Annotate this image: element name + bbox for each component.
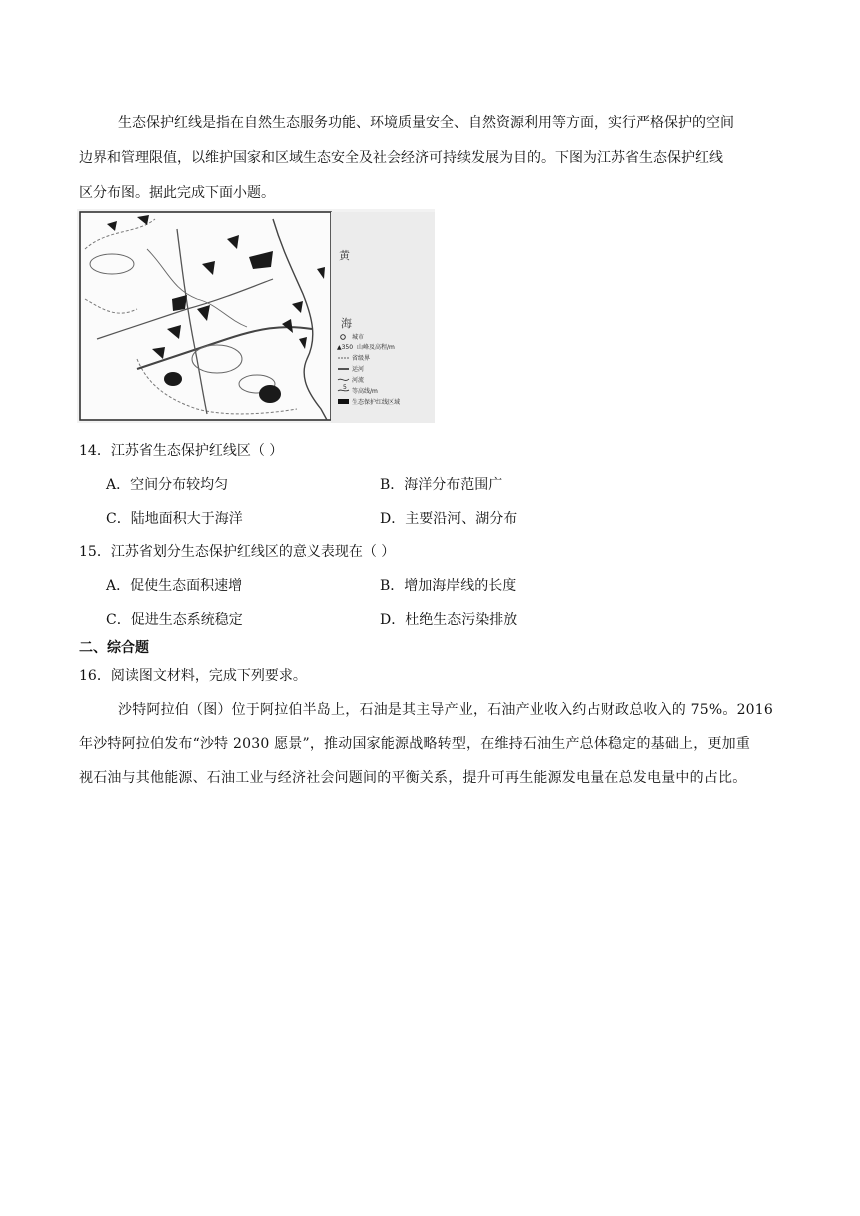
legend-boundary-label: 省级界 xyxy=(352,355,371,362)
q15-stem: 15．江苏省划分生态保护红线区的意义表现在（ ） xyxy=(79,544,396,560)
sea-label-2: 海 xyxy=(341,317,352,330)
q15-option-b[interactable]: B．增加海岸线的长度 xyxy=(380,578,517,594)
q14-option-c[interactable]: C．陆地面积大于海洋 xyxy=(106,511,243,527)
contour-value: 5 xyxy=(343,384,347,391)
legend-redline-label: 生态保护红线区域 xyxy=(352,399,401,406)
map-figure xyxy=(77,209,435,423)
intro-line-1: 生态保护红线是指在自然生态服务功能、环境质量安全、自然资源利用等方面，实行严格保护的空间 xyxy=(118,115,734,131)
q14-option-a[interactable]: A．空间分布较均匀 xyxy=(106,477,229,493)
sea-label-1: 黄 xyxy=(339,249,350,262)
q16-line-2: 年沙特阿拉伯发布“沙特 2030 愿景”，推动国家能源战略转型，在维持石油生产总体稳定的基础上，更加重 xyxy=(79,736,751,752)
q15-option-c[interactable]: C．促进生态系统稳定 xyxy=(106,612,243,628)
q16-line-1: 沙特阿拉伯（图）位于阿拉伯半岛上，石油是其主导产业，石油产业收入约占财政总收入的 75%。2016 xyxy=(118,702,773,718)
legend-canal-label: 运河 xyxy=(352,366,365,373)
legend-city-label: 城市 xyxy=(352,334,365,341)
q16-line-3: 视石油与其他能源、石油工业与经济社会问题间的平衡关系，提升可再生能源发电量在总发电量中的占比。 xyxy=(79,770,747,786)
legend-contour-label: 等高线/m xyxy=(352,388,378,395)
legend-river-label: 河流 xyxy=(352,377,365,384)
intro-line-2: 边界和管理限值，以维护国家和区域生态安全及社会经济可持续发展为目的。下图为江苏省生态保护红线 xyxy=(79,150,723,166)
peak-icon: ▲350 xyxy=(337,344,354,351)
q15-option-d[interactable]: D．杜绝生态污染排放 xyxy=(380,612,518,628)
q14-stem: 14．江苏省生态保护红线区（ ） xyxy=(79,443,284,459)
q16-stem: 16．阅读图文材料，完成下列要求。 xyxy=(79,668,307,684)
q14-option-d[interactable]: D．主要沿河、湖分布 xyxy=(380,511,518,527)
legend-peak-label: 山峰及高程/m xyxy=(357,344,395,351)
q14-option-b[interactable]: B．海洋分布范围广 xyxy=(380,477,503,493)
intro-line-3: 区分布图。据此完成下面小题。 xyxy=(79,185,275,201)
q15-option-a[interactable]: A．促使生态面积速增 xyxy=(106,578,243,594)
section-heading: 二、综合题 xyxy=(79,640,149,656)
redline-area-icon xyxy=(338,399,349,404)
jiangsu-redline-map xyxy=(77,209,435,423)
